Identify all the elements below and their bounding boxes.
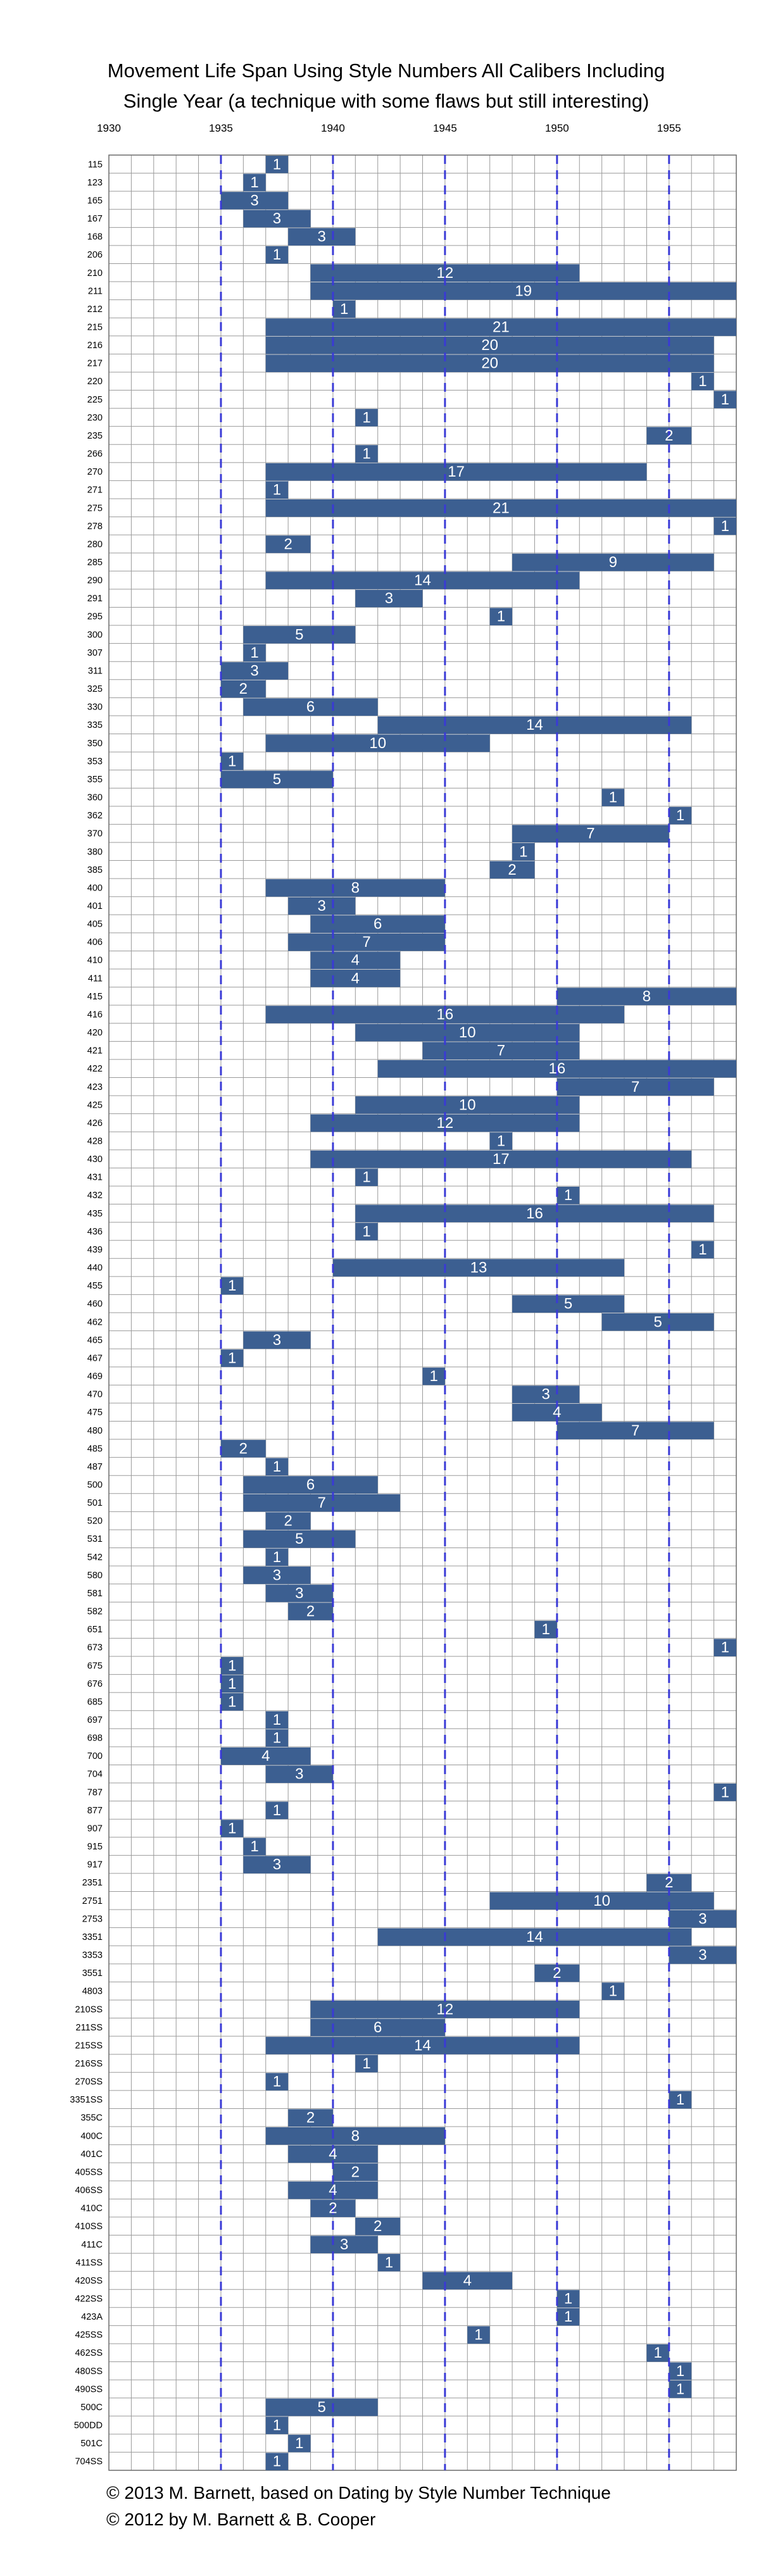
chart-title: Movement Life Span Using Style Numbers All Calibers Including xyxy=(107,59,665,82)
row-label: 355C xyxy=(80,2113,103,2123)
x-tick-label: 1930 xyxy=(97,122,121,134)
bar-value-label: 3 xyxy=(384,590,394,608)
row-label: 353 xyxy=(87,756,103,767)
bar-value-label: 8 xyxy=(351,2127,360,2145)
bar-value-label: 1 xyxy=(519,843,528,861)
bar-value-label: 1 xyxy=(496,1132,506,1150)
bar-value-label: 7 xyxy=(496,1042,506,1060)
bar-value-label: 14 xyxy=(526,1928,543,1946)
row-label: 704SS xyxy=(75,2456,103,2467)
row-label: 685 xyxy=(87,1697,103,1708)
bar-value-label: 1 xyxy=(720,1784,729,1801)
bar-value-label: 1 xyxy=(496,608,506,625)
bar-value-label: 3 xyxy=(272,1331,282,1349)
bar-value-label: 1 xyxy=(227,1675,237,1692)
row-label: 215 xyxy=(87,322,103,333)
bar-value-label: 17 xyxy=(448,463,465,481)
bar-value-label: 3 xyxy=(272,210,282,228)
bar-value-label: 5 xyxy=(563,1295,573,1313)
bar-value-label: 1 xyxy=(608,789,618,806)
bar-value-label: 9 xyxy=(608,554,618,572)
bar-value-label: 1 xyxy=(272,1548,282,1566)
row-label: 410 xyxy=(87,955,103,966)
row-label: 431 xyxy=(87,1172,103,1183)
bar-value-label: 12 xyxy=(436,2001,454,2018)
row-label: 426 xyxy=(87,1118,103,1129)
row-label: 211 xyxy=(87,286,103,297)
bar-value-label: 2 xyxy=(306,2109,315,2127)
row-label: 115 xyxy=(87,159,103,170)
row-label: 230 xyxy=(87,413,103,423)
row-label: 225 xyxy=(87,394,103,405)
row-label: 877 xyxy=(87,1805,103,1816)
bar-value-label: 1 xyxy=(339,300,349,318)
bar-value-label: 1 xyxy=(250,173,259,191)
bar-value-label: 1 xyxy=(272,1458,282,1475)
bar-value-label: 1 xyxy=(720,517,729,535)
bar-value-label: 14 xyxy=(414,572,431,589)
row-label: 266 xyxy=(87,449,103,460)
x-tick-label: 1950 xyxy=(544,122,569,134)
bar-value-label: 3 xyxy=(272,1856,282,1873)
row-label: 400 xyxy=(87,883,103,894)
bar-value-label: 1 xyxy=(676,2091,685,2109)
row-label: 212 xyxy=(87,304,103,315)
bar-value-label: 12 xyxy=(436,1114,454,1132)
row-label: 460 xyxy=(87,1299,103,1310)
row-label: 462SS xyxy=(75,2348,103,2359)
row-label: 582 xyxy=(87,1606,103,1617)
bar-value-label: 16 xyxy=(548,1060,566,1078)
row-label: 425 xyxy=(87,1100,103,1111)
row-label: 330 xyxy=(87,702,103,713)
bar-value-label: 3 xyxy=(250,192,259,209)
row-label: 406 xyxy=(87,937,103,948)
bar-value-label: 17 xyxy=(493,1151,510,1168)
row-label: 531 xyxy=(87,1534,103,1545)
row-label: 676 xyxy=(87,1679,103,1689)
bar-value-label: 1 xyxy=(272,1711,282,1729)
row-label: 210 xyxy=(87,268,103,278)
row-label: 423 xyxy=(87,1082,103,1092)
row-label: 700 xyxy=(87,1751,103,1762)
row-label: 350 xyxy=(87,738,103,749)
row-label: 469 xyxy=(87,1372,103,1382)
bar-value-label: 4 xyxy=(351,951,360,969)
row-label: 311 xyxy=(87,666,103,677)
row-label: 651 xyxy=(87,1625,103,1635)
bar-value-label: 20 xyxy=(481,354,499,372)
footer-copyright-line-2: © 2012 by M. Barnett & B. Cooper xyxy=(106,2510,376,2529)
bar-value-label: 3 xyxy=(698,1946,707,1964)
bar-value-label: 1 xyxy=(608,1982,618,2000)
bar-value-label: 2 xyxy=(508,861,517,878)
bar-value-label: 3 xyxy=(339,2235,349,2253)
x-tick-label: 1955 xyxy=(657,122,681,134)
bar-value-label: 5 xyxy=(295,626,304,644)
bar-value-label: 7 xyxy=(586,825,595,842)
bar-value-label: 6 xyxy=(374,915,382,933)
row-label: 280 xyxy=(87,539,103,550)
row-label: 290 xyxy=(87,575,103,586)
bar-value-label: 1 xyxy=(295,2435,304,2453)
row-label: 432 xyxy=(87,1191,103,1201)
bar-value-label: 1 xyxy=(362,1223,371,1241)
row-label: 673 xyxy=(87,1642,103,1653)
bar-value-label: 1 xyxy=(541,1621,550,1639)
row-label: 542 xyxy=(87,1552,103,1563)
row-label: 216SS xyxy=(75,2058,103,2069)
bar-value-label: 2 xyxy=(329,2199,337,2217)
row-label: 220 xyxy=(87,377,103,387)
row-label: 416 xyxy=(87,1010,103,1020)
bar-value-label: 3 xyxy=(317,897,326,915)
bar-value-label: 4 xyxy=(351,970,360,987)
row-label: 440 xyxy=(87,1263,103,1273)
row-label: 915 xyxy=(87,1842,103,1853)
bar-value-label: 1 xyxy=(474,2326,483,2344)
bar-value-label: 20 xyxy=(481,337,499,354)
bar-value-label: 1 xyxy=(720,1639,729,1656)
row-label: 405SS xyxy=(75,2167,103,2178)
bar-value-label: 1 xyxy=(720,391,729,408)
row-label: 410SS xyxy=(75,2222,103,2232)
bar-value-label: 19 xyxy=(515,282,532,300)
bar-value-label: 2 xyxy=(284,1512,292,1530)
bar-value-label: 10 xyxy=(369,734,387,752)
bar-value-label: 1 xyxy=(272,246,282,264)
row-label: 370 xyxy=(87,828,103,839)
bar-value-label: 6 xyxy=(306,698,315,716)
chart-subtitle: Single Year (a technique with some flaws but still interesting) xyxy=(123,90,650,112)
bar-value-label: 5 xyxy=(295,1530,304,1548)
row-label: 580 xyxy=(87,1570,103,1581)
bar-value-label: 1 xyxy=(250,644,259,661)
bar-value-label: 5 xyxy=(653,1313,662,1331)
bar-value-label: 4 xyxy=(553,1404,562,1422)
bar-value-label: 6 xyxy=(374,2018,382,2036)
x-tick-label: 1945 xyxy=(432,122,457,134)
bar-value-label: 8 xyxy=(642,987,651,1005)
row-label: 385 xyxy=(87,865,103,875)
row-label: 421 xyxy=(87,1046,103,1056)
row-label: 917 xyxy=(87,1860,103,1870)
bar-value-label: 3 xyxy=(317,228,326,246)
bar-value-label: 1 xyxy=(563,2290,573,2308)
row-label: 235 xyxy=(87,430,103,441)
bar-value-label: 1 xyxy=(272,2073,282,2091)
bar-value-label: 3 xyxy=(295,1584,304,1602)
bar-value-label: 13 xyxy=(470,1259,487,1277)
bar-value-label: 10 xyxy=(458,1024,476,1042)
bar-value-label: 16 xyxy=(526,1204,543,1222)
bar-value-label: 1 xyxy=(227,1693,237,1711)
bar-value-label: 1 xyxy=(676,2362,685,2380)
bar-value-label: 5 xyxy=(272,770,282,788)
bar-value-label: 1 xyxy=(272,481,282,499)
bar-value-label: 6 xyxy=(306,1476,315,1494)
row-label: 500DD xyxy=(73,2420,103,2431)
bar-value-label: 7 xyxy=(362,934,371,951)
row-label: 411SS xyxy=(75,2258,103,2268)
bar-value-label: 1 xyxy=(227,1349,237,1367)
row-label: 278 xyxy=(87,521,103,532)
bar-value-label: 1 xyxy=(272,2453,282,2470)
row-label: 500C xyxy=(80,2402,103,2413)
row-label: 420 xyxy=(87,1028,103,1039)
bar-value-label: 2 xyxy=(284,535,292,553)
row-label: 291 xyxy=(87,594,103,604)
row-label: 475 xyxy=(87,1408,103,1418)
row-label: 3351 xyxy=(82,1932,103,1942)
row-label: 462 xyxy=(87,1317,103,1328)
bar-value-label: 2 xyxy=(239,680,248,698)
row-label: 217 xyxy=(87,358,103,369)
bar-value-label: 1 xyxy=(563,1187,573,1204)
bar-value-label: 3 xyxy=(541,1385,550,1403)
row-label: 907 xyxy=(87,1823,103,1834)
bar-value-label: 2 xyxy=(553,1965,562,1982)
row-label: 380 xyxy=(87,847,103,858)
bar-value-label: 1 xyxy=(250,1838,259,1856)
bar-value-label: 7 xyxy=(317,1494,326,1512)
bar-value-label: 14 xyxy=(526,716,543,734)
bar-value-label: 16 xyxy=(436,1006,454,1023)
row-label: 2753 xyxy=(82,1914,103,1925)
row-label: 698 xyxy=(87,1733,103,1744)
row-label: 704 xyxy=(87,1769,103,1780)
row-label: 422 xyxy=(87,1064,103,1075)
x-tick-label: 1935 xyxy=(209,122,233,134)
row-label: 168 xyxy=(87,232,103,242)
bar-value-label: 21 xyxy=(493,499,510,517)
row-label: 215SS xyxy=(75,2041,103,2051)
bar-value-label: 5 xyxy=(317,2398,326,2416)
bar-value-label: 1 xyxy=(362,2054,371,2072)
bar-value-label: 3 xyxy=(250,662,259,680)
row-label: 3353 xyxy=(82,1950,103,1961)
row-label: 428 xyxy=(87,1136,103,1147)
row-label: 435 xyxy=(87,1208,103,1219)
bar-value-label: 1 xyxy=(272,2417,282,2434)
row-label: 295 xyxy=(87,611,103,622)
row-label: 210SS xyxy=(75,2004,103,2015)
row-label: 487 xyxy=(87,1461,103,1472)
row-label: 355 xyxy=(87,774,103,785)
row-label: 167 xyxy=(87,214,103,225)
row-label: 165 xyxy=(87,196,103,206)
bar-value-label: 7 xyxy=(631,1078,640,1096)
bar-value-label: 1 xyxy=(227,1820,237,1837)
row-label: 500 xyxy=(87,1480,103,1491)
bar-value-label: 1 xyxy=(227,1657,237,1675)
row-label: 405 xyxy=(87,919,103,930)
row-label: 501C xyxy=(80,2439,103,2449)
bar-value-label: 2 xyxy=(665,427,674,444)
row-label: 470 xyxy=(87,1389,103,1400)
bar-value-label: 7 xyxy=(631,1422,640,1439)
row-label: 423A xyxy=(81,2312,103,2323)
row-label: 2751 xyxy=(82,1896,103,1906)
bar-value-label: 2 xyxy=(374,2218,382,2235)
row-label: 420SS xyxy=(75,2275,103,2286)
bar-value-label: 2 xyxy=(239,1440,248,1458)
bar-value-label: 1 xyxy=(272,1801,282,1819)
row-label: 675 xyxy=(87,1661,103,1672)
row-label: 415 xyxy=(87,991,103,1002)
row-label: 455 xyxy=(87,1281,103,1292)
row-label: 411 xyxy=(87,973,103,984)
bar-value-label: 1 xyxy=(272,1729,282,1747)
row-label: 480SS xyxy=(75,2366,103,2377)
bar-value-label: 1 xyxy=(698,1241,707,1258)
row-label: 4803 xyxy=(82,1986,103,1997)
row-label: 3351SS xyxy=(70,2095,103,2106)
bar-value-label: 4 xyxy=(463,2272,472,2289)
row-label: 360 xyxy=(87,792,103,803)
bar-value-label: 1 xyxy=(362,409,371,427)
row-label: 410C xyxy=(80,2203,103,2214)
row-label: 436 xyxy=(87,1227,103,1237)
row-label: 439 xyxy=(87,1244,103,1255)
bar-value-label: 1 xyxy=(384,2254,394,2272)
bar-value-label: 3 xyxy=(272,1566,282,1584)
row-label: 335 xyxy=(87,720,103,731)
bar-value-label: 1 xyxy=(563,2308,573,2326)
bar-value-label: 12 xyxy=(436,264,454,282)
bar-value-label: 1 xyxy=(653,2344,662,2362)
row-label: 501 xyxy=(87,1498,103,1509)
row-label: 400C xyxy=(80,2131,103,2142)
row-label: 216 xyxy=(87,341,103,351)
bar-value-label: 1 xyxy=(362,1168,371,1186)
bar-value-label: 10 xyxy=(458,1096,476,1114)
bar-value-label: 1 xyxy=(676,807,685,825)
bar-value-label: 4 xyxy=(329,2182,337,2199)
bar-value-label: 4 xyxy=(261,1748,270,1765)
bar-value-label: 1 xyxy=(272,156,282,173)
bar-value-label: 1 xyxy=(429,1368,438,1385)
bar-value-label: 21 xyxy=(493,318,510,336)
row-label: 211SS xyxy=(75,2022,103,2033)
bar-value-label: 3 xyxy=(698,1910,707,1928)
bar-value-label: 4 xyxy=(329,2145,337,2163)
row-label: 430 xyxy=(87,1154,103,1165)
bar-value-label: 3 xyxy=(295,1765,304,1783)
row-label: 411C xyxy=(81,2239,103,2250)
bar-value-label: 1 xyxy=(227,1277,237,1295)
row-label: 581 xyxy=(87,1588,103,1599)
row-label: 362 xyxy=(87,811,103,822)
row-label: 422SS xyxy=(75,2294,103,2304)
row-label: 300 xyxy=(87,630,103,641)
row-label: 401C xyxy=(80,2149,103,2160)
bar-value-label: 10 xyxy=(593,1892,610,1910)
row-label: 401 xyxy=(87,901,103,911)
row-label: 697 xyxy=(87,1715,103,1726)
row-label: 480 xyxy=(87,1425,103,1436)
bar-value-label: 1 xyxy=(362,445,371,463)
row-label: 3551 xyxy=(82,1968,103,1979)
bar-value-label: 1 xyxy=(227,753,237,770)
row-label: 270 xyxy=(87,467,103,478)
bar-value-label: 2 xyxy=(665,1874,674,1892)
row-label: 465 xyxy=(87,1335,103,1346)
row-label: 325 xyxy=(87,684,103,695)
row-label: 206 xyxy=(87,250,103,261)
bar-value-label: 2 xyxy=(351,2163,360,2181)
row-label: 275 xyxy=(87,503,103,514)
row-label: 285 xyxy=(87,558,103,568)
row-label: 467 xyxy=(87,1353,103,1364)
row-label: 2351 xyxy=(82,1878,103,1889)
row-label: 271 xyxy=(87,485,103,496)
bar-value-label: 1 xyxy=(676,2380,685,2398)
row-label: 406SS xyxy=(75,2185,103,2196)
bar-value-label: 1 xyxy=(698,373,707,391)
row-label: 485 xyxy=(87,1444,103,1454)
x-tick-label: 1940 xyxy=(321,122,345,134)
bar-value-label: 2 xyxy=(306,1603,315,1620)
bar-value-label: 14 xyxy=(414,2037,431,2054)
bar-value-label: 8 xyxy=(351,879,360,897)
row-label: 123 xyxy=(87,177,103,188)
row-label: 425SS xyxy=(75,2330,103,2341)
row-label: 787 xyxy=(87,1787,103,1798)
row-label: 520 xyxy=(87,1516,103,1527)
row-label: 307 xyxy=(87,647,103,658)
footer-copyright-line-1: © 2013 M. Barnett, based on Dating by Style Number Technique xyxy=(106,2483,611,2503)
row-label: 270SS xyxy=(75,2077,103,2087)
row-label: 490SS xyxy=(75,2384,103,2395)
